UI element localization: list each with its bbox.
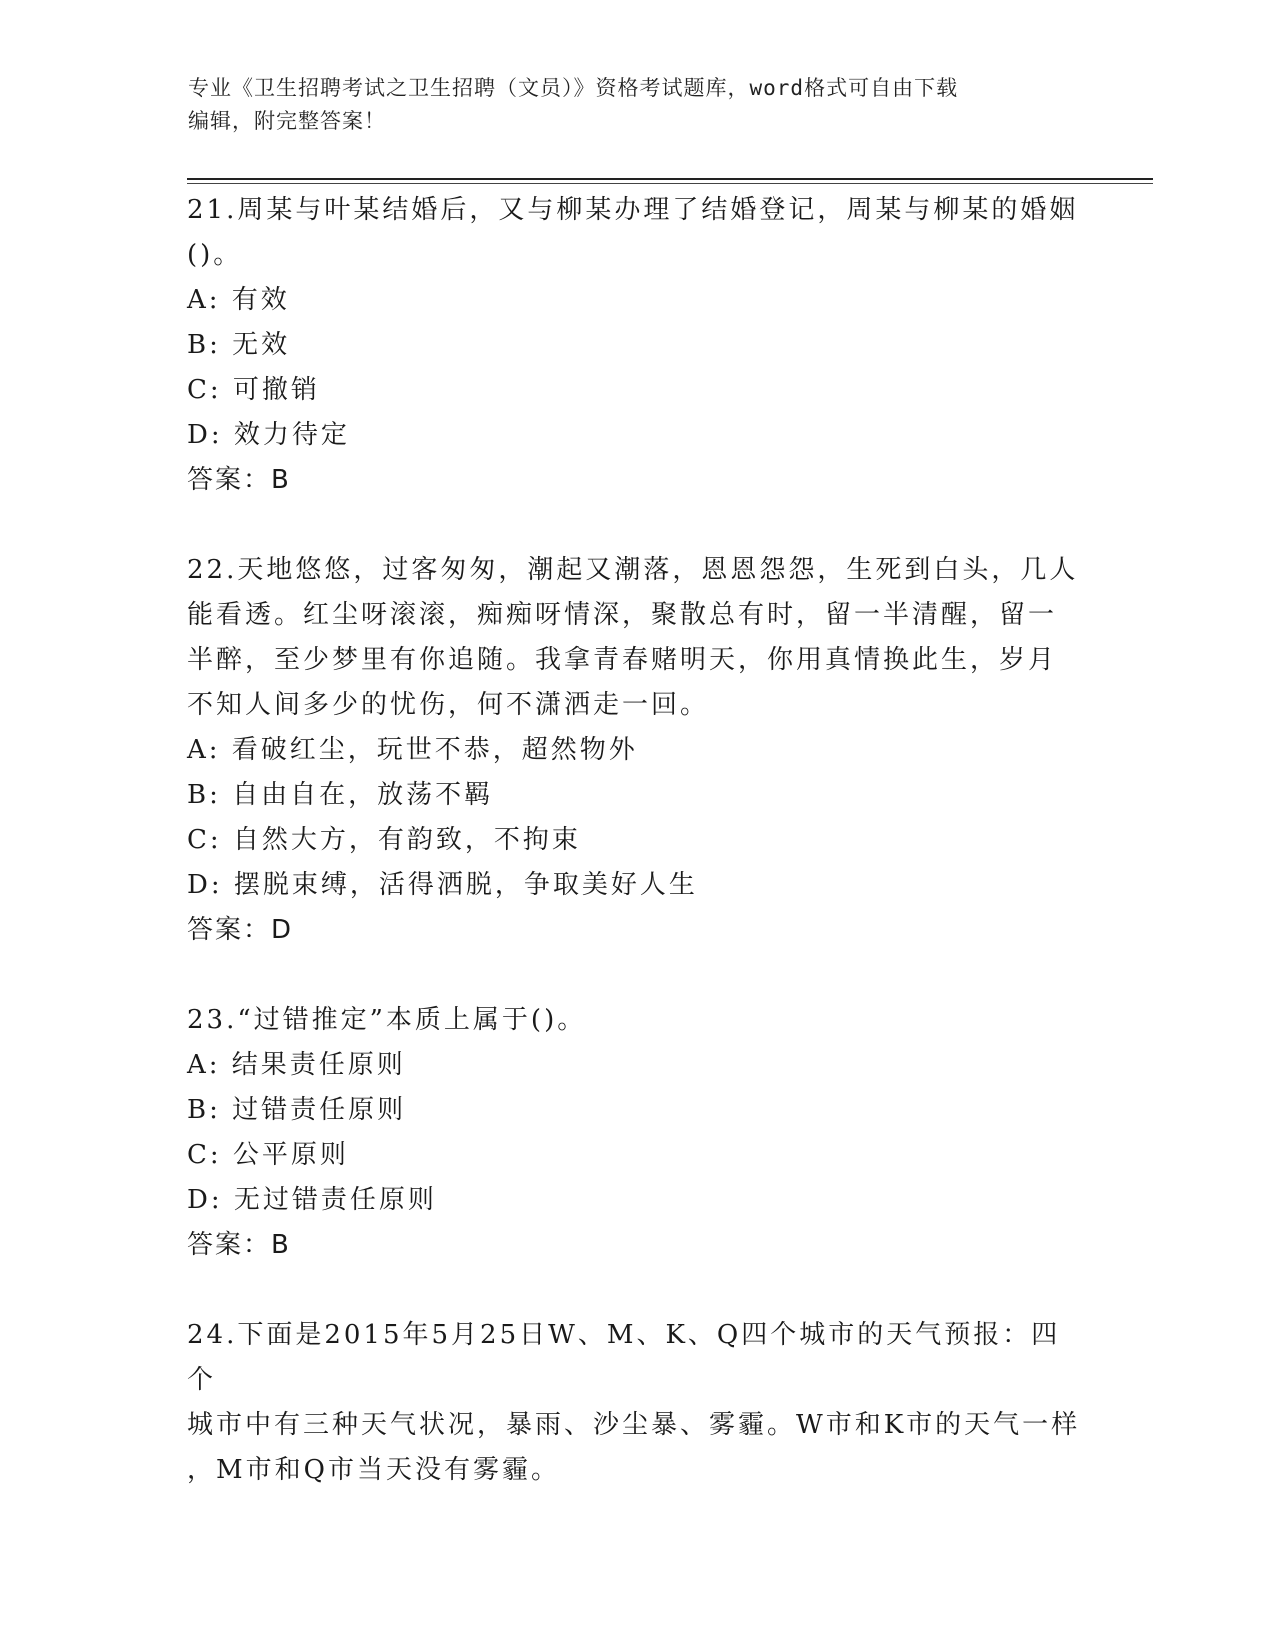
question-stem-line: 21.周某与叶某结婚后，又与柳某办理了结婚登记，周某与柳某的婚姻 <box>187 195 1079 225</box>
answer-text: 答案：B <box>187 1230 291 1260</box>
question-stem-line: 22.天地悠悠，过客匆匆，潮起又潮落，恩恩怨怨，生死到白头，几人 <box>187 555 1079 585</box>
answer-text: 答案：B <box>187 465 291 495</box>
option-d: D: 摆脱束缚，活得洒脱，争取美好人生 <box>187 870 698 900</box>
question-spacer <box>187 503 1087 548</box>
question-21 <box>187 188 1087 503</box>
answer-text: 答案：D <box>187 915 294 945</box>
question-stem-line: ()。 <box>187 240 243 270</box>
question-stem-line: 不知人间多少的忧伤，何不潇洒走一回。 <box>187 690 710 720</box>
option-d: D: 无过错责任原则 <box>187 1185 437 1215</box>
option-b: B: 过错责任原则 <box>187 1095 407 1125</box>
question-24 <box>187 1313 1087 1493</box>
option-c: C: 可撤销 <box>187 375 320 405</box>
question-stem-line: ，M市和Q市当天没有雾霾。 <box>187 1455 560 1485</box>
question-spacer <box>187 1268 1087 1313</box>
question-22 <box>187 548 1087 953</box>
option-d: D: 效力待定 <box>187 420 350 450</box>
header-divider-thick <box>187 178 1153 180</box>
question-stem-line: 24.下面是2015年5月25日W、M、K、Q四个城市的天气预报：四个 <box>187 1320 1061 1395</box>
option-b: B: 无效 <box>187 330 291 360</box>
option-c: C: 公平原则 <box>187 1140 349 1170</box>
question-spacer <box>187 953 1087 998</box>
question-stem-line: 23.“过错推定”本质上属于()。 <box>187 1005 587 1035</box>
option-a: A: 有效 <box>187 285 290 315</box>
document-header <box>188 72 1068 138</box>
option-a: A: 结果责任原则 <box>187 1050 406 1080</box>
option-a: A: 看破红尘，玩世不恭，超然物外 <box>187 735 638 765</box>
option-c: C: 自然大方，有韵致，不拘束 <box>187 825 581 855</box>
option-b: B: 自由自在，放荡不羁 <box>187 780 494 810</box>
question-list <box>187 188 1087 1493</box>
header-line-2: 编辑，附完整答案！ <box>188 109 386 133</box>
header-line-1: 专业《卫生招聘考试之卫生招聘（文员）》资格考试题库，word格式可自由下载 <box>188 76 959 100</box>
header-divider-thin <box>187 183 1153 184</box>
question-stem-line: 能看透。红尘呀滚滚，痴痴呀情深，聚散总有时，留一半清醒，留一 <box>187 600 1058 630</box>
question-stem-line: 半醉，至少梦里有你追随。我拿青春赌明天，你用真情换此生，岁月 <box>187 645 1058 675</box>
question-23 <box>187 998 1087 1268</box>
question-stem-line: 城市中有三种天气状况，暴雨、沙尘暴、雾霾。W市和K市的天气一样 <box>187 1410 1081 1440</box>
